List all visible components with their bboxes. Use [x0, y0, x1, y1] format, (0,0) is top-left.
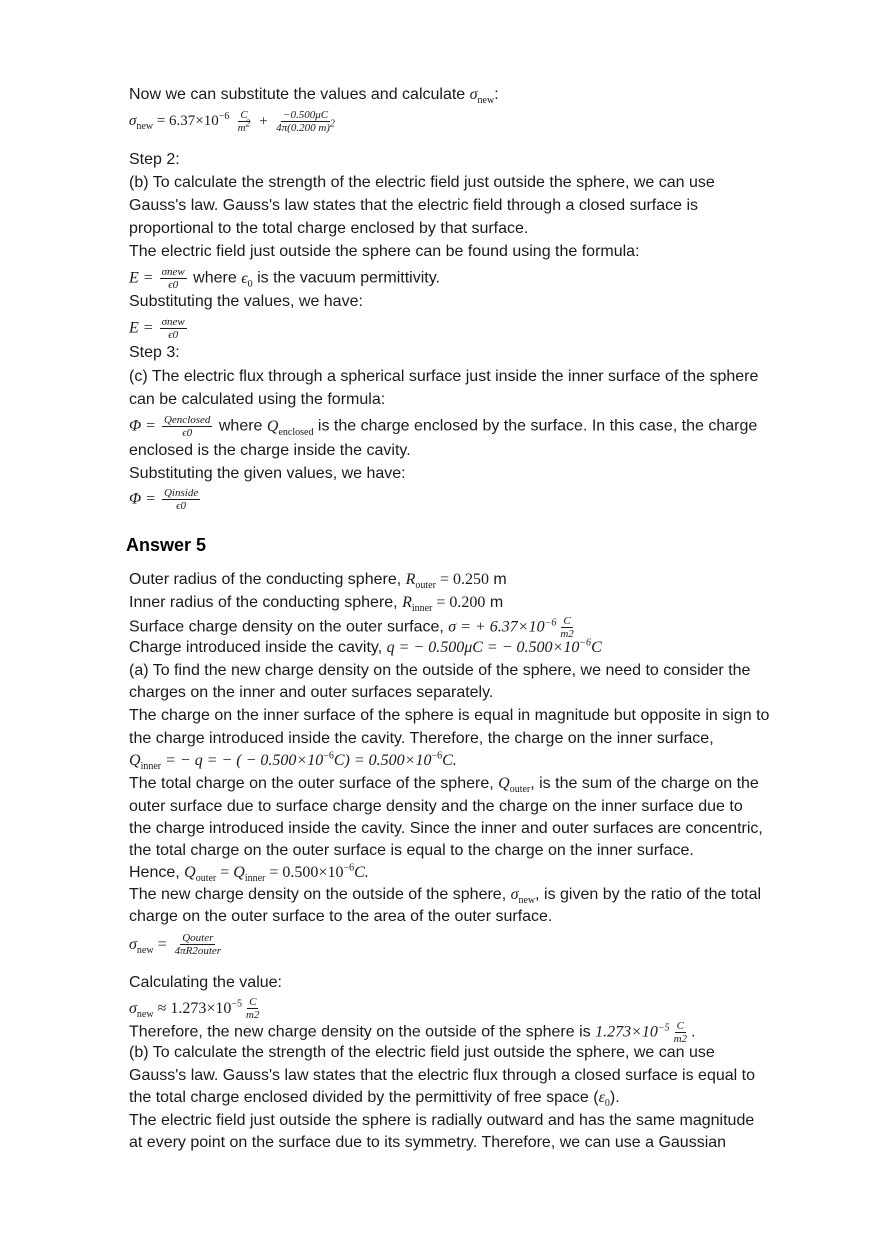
step3-subst-label: Substituting the given values, we have: [129, 465, 406, 482]
fraction-q-enclosed: $\frac{\text{Qenclosed}}{\epsilon 0}$ [163, 414, 211, 439]
fraction-sigma-eps: $\frac{\text{σnew}}{\epsilon 0}$ [161, 266, 185, 291]
text: Now we can substitute the values and calculate [129, 86, 470, 103]
total-charge-line-3: the charge introduced inside the cavity. Since the inner and outer surfaces are concentric, [129, 820, 763, 837]
hence-line: Hence, $Q_{outer} = Q_{inner} = 0.500\times 10^{-6}C$. [129, 862, 369, 885]
equation-sigma-new: $\sigma_{new} = 6.37\times 10^{-6}$ $\frac{C}{m^2}$ + $\frac{-0.500\mu C}{4\pi(0.200 m)^2}$ [129, 109, 335, 134]
part-a-line-2: charges on the inner and outer surfaces separately. [129, 684, 494, 701]
part-a-line-3: The charge on the inner surface of the sphere is equal in magnitude but opposite in sign to [129, 707, 770, 724]
outer-radius-line: Outer radius of the conducting sphere, $R_{outer} = 0.250$ m [129, 571, 507, 592]
fraction-c-m2: $\frac{C}{m2}$ [673, 1020, 688, 1045]
sigma-new-formula: $\sigma_{new}$ = $\frac{\text{Qouter}}{\text{4πR2outer}}$ [129, 932, 222, 957]
step2-line-4: The electric field just outside the sphere can be found using the formula: [129, 243, 640, 260]
sigma-symbol: $\sigma_{new}$ [469, 86, 495, 107]
field-formula-2: E = $\frac{\text{σnew}}{\epsilon 0}$ [129, 316, 185, 341]
step2-line-3: proportional to the total charge enclosed by that surface. [129, 220, 529, 237]
total-charge-line-1: The total charge on the outer surface of the sphere, $Q_{outer}$, is the sum of the charge on the [129, 775, 759, 796]
step3-line-3: enclosed is the charge inside the cavity. [129, 442, 411, 459]
fraction-q-inside: $\frac{\text{Qinside}}{\epsilon 0}$ [163, 487, 199, 512]
step3-line-1: (c) The electric flux through a spherical surface just inside the inner surface of the sphere [129, 368, 759, 385]
step2-subst-label: Substituting the values, we have: [129, 293, 363, 310]
fraction-q-over-area: $\frac{\text{Qouter}}{\text{4πR2outer}}$ [174, 932, 222, 957]
step2-label: Step 2: [129, 151, 180, 168]
field-formula-line: E = $\frac{\text{σnew}}{\epsilon 0}$ where $\epsilon_0$ is the vacuum permittivity. [129, 266, 440, 291]
part-b-line-4: The electric field just outside the sphere is radially outward and has the same magnitude [129, 1112, 755, 1129]
fraction-c-m2: $\frac{C}{m2}$ [560, 615, 574, 640]
calculating-label: Calculating the value: [129, 974, 282, 991]
part-a-line-4: the charge introduced inside the cavity. Therefore, the charge on the inner surface, [129, 730, 714, 747]
inner-radius-line: Inner radius of the conducting sphere, $R_{inner} = 0.200$ m [129, 594, 504, 615]
part-b-line-3: the total charge enclosed divided by the permittivity of free space $(\varepsilon_0)$. [129, 1089, 620, 1110]
step3-line-2: can be calculated using the formula: [129, 391, 386, 408]
charge-introduced-line: Charge introduced inside the cavity, q = − 0.500μC = − $0.500\times 10^{-6}C$ [129, 637, 602, 656]
fraction-charge-area: $\frac{-0.500\mu C}{4\pi(0.200 m)^2}$ [276, 109, 335, 134]
step2-line-1: (b) To calculate the strength of the electric field just outside the sphere, we can use [129, 174, 715, 191]
total-charge-line-2: outer surface due to surface charge density and the charge on the inner surface due to [129, 798, 743, 815]
part-a-line-1: (a) To find the new charge density on the outside of the sphere, we need to consider the [129, 662, 751, 679]
new-density-line-1: The new charge density on the outside of the sphere, $\sigma_{new}$, is given by the ratio of the total [129, 886, 762, 907]
part-b-line-2: Gauss's law. Gauss's law states that the electric flux through a closed surface is equal to [129, 1067, 755, 1084]
substitute-line: Now we can substitute the values and calculate $\sigma_{new}$: [129, 86, 499, 107]
total-charge-line-4: the total charge on the outer surface is equal to the charge on the inner surface. [129, 842, 694, 859]
q-inner-equation: $Q_{inner}$ = − q = − ( − $0.500\times 10^{-6}C) = 0.500\times 10^{-6}C$. [129, 750, 457, 773]
step3-label: Step 3: [129, 344, 180, 361]
step2-line-2: Gauss's law. Gauss's law states that the electric field through a closed surface is [129, 197, 699, 214]
part-b-line-5: at every point on the surface due to its symmetry. Therefore, we can use a Gaussian [129, 1134, 727, 1151]
therefore-line: Therefore, the new charge density on the outside of the sphere is $1.273\times 10^{-5}$ $\frac{C}{m2}$ . [129, 1020, 696, 1045]
fraction-c-m2: $\frac{C}{m^2}$ [237, 109, 251, 134]
fraction-sigma-eps-2: $\frac{\text{σnew}}{\epsilon 0}$ [161, 316, 185, 341]
flux-formula-line: Φ = $\frac{\text{Qenclosed}}{\epsilon 0}$ where $Q_{enclosed}$ is the charge enclosed by the surface. In this case, the charge [129, 414, 758, 439]
flux-formula-2: Φ = $\frac{\text{Qinside}}{\epsilon 0}$ [129, 487, 199, 512]
calculated-value-line: $\sigma_{new} \approx 1.273\times 10^{-5}$ $\frac{C}{m2}$ [129, 996, 260, 1021]
fraction-c-m2: $\frac{C}{m2}$ [246, 996, 260, 1021]
surface-density-line: Surface charge density on the outer surface, σ = + $6.37\times 10^{-6}$ $\frac{C}{m2}$ [129, 615, 574, 640]
new-density-line-2: charge on the outer surface to the area of the outer surface. [129, 908, 553, 925]
eq-lhs: $\sigma_{new}$ [129, 113, 154, 133]
answer5-heading: Answer 5 [126, 535, 207, 555]
part-b-line-1: (b) To calculate the strength of the electric field just outside the sphere, we can use [129, 1044, 715, 1061]
